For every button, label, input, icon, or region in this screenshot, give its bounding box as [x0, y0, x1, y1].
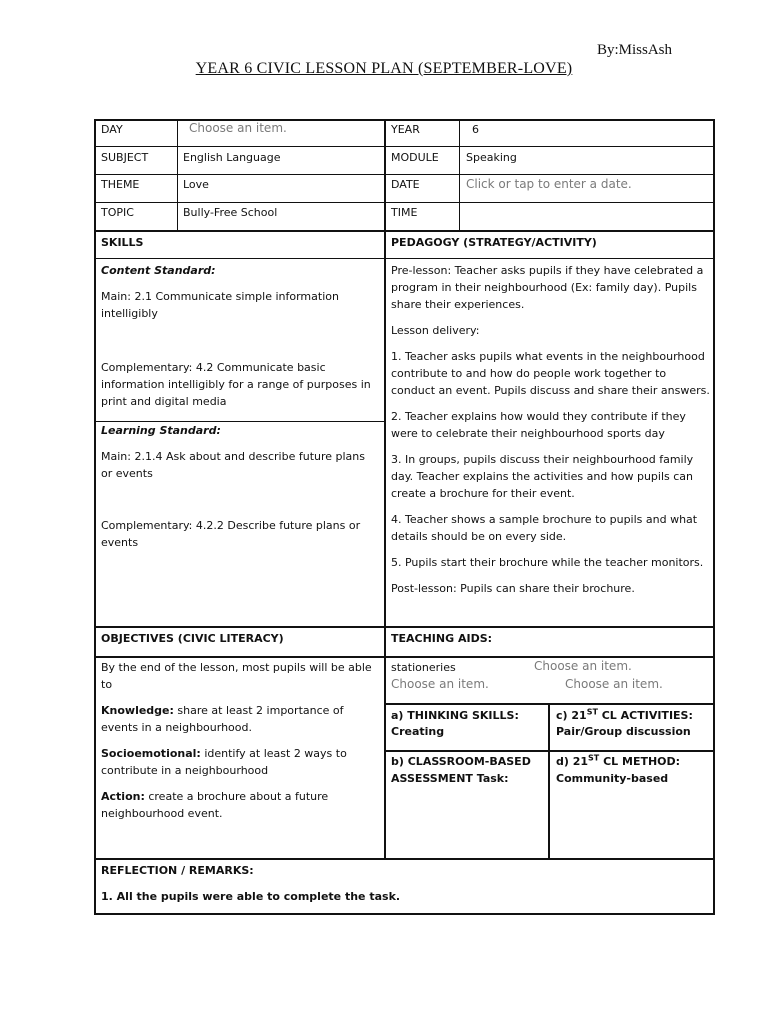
reflection-header: REFLECTION / REMARKS:	[101, 864, 254, 877]
cl-activities-label	[556, 707, 693, 724]
year-value: 6	[472, 123, 479, 136]
module-label: MODULE	[391, 151, 439, 164]
cl-activities-suffix: CL ACTIVITIES:	[597, 709, 693, 722]
objective-action	[101, 788, 376, 822]
knowledge-label: Knowledge:	[101, 704, 174, 717]
row-divider	[94, 174, 715, 175]
thinking-skills-value: Creating	[391, 725, 445, 738]
objective-knowledge	[101, 702, 376, 736]
row-divider	[94, 202, 715, 203]
pedagogy-header: PEDAGOGY (STRATEGY/ACTIVITY)	[391, 236, 597, 249]
cl-activities-value: Pair/Group discussion	[556, 725, 691, 738]
post-lesson: Post-lesson: Pupils can share their brochure.	[391, 582, 635, 595]
cl-method-sup: ST	[588, 753, 600, 763]
assessment-label-line1: b) CLASSROOM-BASED	[391, 755, 531, 768]
action-text: create a brochure about a future neighbourhood event.	[101, 790, 329, 820]
step-5: 5. Pupils start their brochure while the teacher monitors.	[391, 556, 704, 569]
subject-value: English Language	[183, 151, 281, 164]
socioemotional-text: identify at least 2 ways to contribute in a neighbourhood	[101, 747, 347, 777]
topic-label: TOPIC	[101, 206, 134, 219]
thinking-skills-label: a) THINKING SKILLS:	[391, 709, 519, 722]
teaching-aid-dropdown-3[interactable]: Choose an item.	[391, 677, 489, 691]
day-dropdown[interactable]: Choose an item.	[189, 121, 287, 135]
cl-activities-sup: ST	[586, 707, 598, 717]
theme-label: THEME	[101, 178, 140, 191]
row-divider	[94, 626, 715, 628]
content-standard-label: Content Standard:	[101, 264, 216, 277]
teaching-aid-1: stationeries	[391, 661, 456, 674]
teaching-aids-header: TEACHING AIDS:	[391, 632, 493, 645]
col-divider	[548, 703, 550, 859]
date-label: DATE	[391, 178, 420, 191]
date-picker[interactable]: Click or tap to enter a date.	[466, 177, 632, 191]
subject-label: SUBJECT	[101, 151, 149, 164]
author-byline: By:MissAsh	[597, 42, 673, 58]
learning-standard-complementary: Complementary: 4.2.2 Describe future plans or events	[101, 519, 361, 549]
objectives-intro: By the end of the lesson, most pupils will be able to	[101, 661, 372, 691]
step-4: 4. Teacher shows a sample brochure to pupils and what details should be on every side.	[391, 513, 698, 543]
topic-value: Bully-Free School	[183, 206, 278, 219]
page-title-text: YEAR 6 CIVIC LESSON PLAN (SEPTEMBER-LOVE)	[195, 60, 573, 77]
pedagogy-steps	[391, 262, 711, 606]
row-divider	[94, 858, 715, 860]
step-1: 1. Teacher asks pupils what events in the neighbourhood contribute to and how do people work together to conduct an event. Pupils discuss and share their answers.	[391, 350, 710, 397]
assessment-label-line2: ASSESSMENT Task:	[391, 772, 509, 785]
time-label: TIME	[391, 206, 418, 219]
knowledge-text: share at least 2 importance of events in a neighbourhood.	[101, 704, 344, 734]
content-standard-main: Main: 2.1 Communicate simple information intelligibly	[101, 290, 339, 320]
cl-method-label	[556, 753, 680, 770]
cl-method-suffix: CL METHOD:	[599, 755, 681, 768]
module-value: Speaking	[466, 151, 517, 164]
row-divider	[94, 258, 715, 259]
col-divider	[177, 119, 178, 230]
objectives-header: OBJECTIVES (CIVIC LITERACY)	[101, 632, 284, 645]
learning-standard-main: Main: 2.1.4 Ask about and describe future plans or events	[101, 450, 366, 480]
cl-method-prefix: d) 21	[556, 755, 589, 768]
learning-standard-label: Learning Standard:	[101, 424, 221, 437]
objectives-body	[101, 659, 376, 831]
day-label: DAY	[101, 123, 123, 136]
row-divider	[94, 230, 715, 232]
content-standard-complementary: Complementary: 4.2 Communicate basic information intelligibly for a range of purposes in print and digital media	[101, 361, 371, 408]
page-title	[0, 60, 768, 78]
skills-header: SKILLS	[101, 236, 144, 249]
cl-activities-prefix: c) 21	[556, 709, 587, 722]
socioemotional-label: Socioemotional:	[101, 747, 201, 760]
col-divider	[384, 119, 386, 859]
year-label: YEAR	[391, 123, 420, 136]
step-2: 2. Teacher explains how would they contribute if they were to celebrate their neighbourhood sports day	[391, 410, 686, 440]
theme-value: Love	[183, 178, 209, 191]
objective-socioemotional	[101, 745, 376, 779]
col-divider	[459, 119, 460, 230]
teaching-aid-dropdown-2[interactable]: Choose an item.	[534, 659, 632, 673]
row-divider	[94, 146, 715, 147]
teaching-aid-dropdown-4[interactable]: Choose an item.	[565, 677, 663, 691]
lesson-delivery-label: Lesson delivery:	[391, 324, 480, 337]
cl-method-value: Community-based	[556, 772, 669, 785]
step-3: 3. In groups, pupils discuss their neighbourhood family day. Teacher explains the activities and how pupils can create a brochure for their event.	[391, 453, 694, 500]
action-label: Action:	[101, 790, 145, 803]
pre-lesson: Pre-lesson: Teacher asks pupils if they have celebrated a program in their neighbourhood (Ex: family day). Pupils share their experiences.	[391, 264, 704, 311]
reflection-text: 1. All the pupils were able to complete the task.	[101, 890, 401, 903]
